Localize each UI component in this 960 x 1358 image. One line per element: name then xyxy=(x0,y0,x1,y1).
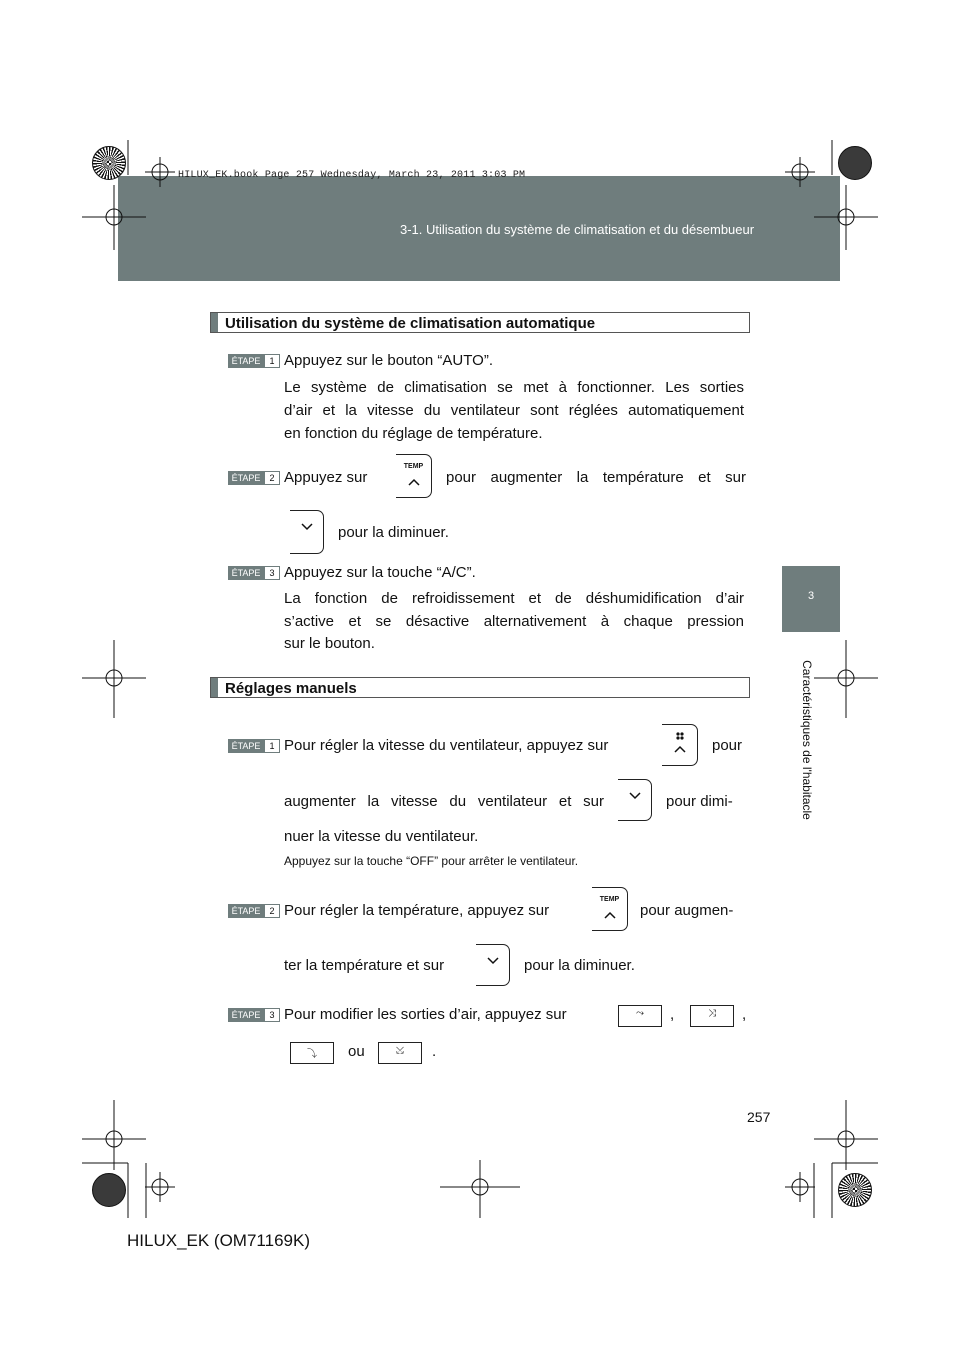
punctuation: , xyxy=(742,1006,747,1023)
chevron-down-icon xyxy=(301,523,313,531)
mode-feet-button[interactable] xyxy=(290,1042,334,1064)
step-para-line: La fonction de refroidissement et de déshumidification d’air xyxy=(284,590,744,607)
step-text: Pour modifier les sorties d’air, appuyez sur xyxy=(284,1006,567,1023)
step-text: pour xyxy=(712,737,743,754)
chevron-down-icon xyxy=(629,792,641,800)
mode-face-button[interactable] xyxy=(618,1005,662,1027)
step-text: pour augmenter la température et sur xyxy=(446,469,746,486)
step-text: Appuyez sur le bouton “AUTO”. xyxy=(284,352,493,369)
temp-up-button[interactable]: TEMP xyxy=(396,454,432,498)
chapter-number: 3 xyxy=(807,590,815,602)
step-text: pour la diminuer. xyxy=(338,524,449,541)
temp-down-button[interactable] xyxy=(290,510,324,554)
step-badge: ÉTAPE 1 xyxy=(228,739,280,753)
step-badge: ÉTAPE 2 xyxy=(228,471,280,485)
step-para-line: s’active et se désactive alternativement à chaque pression xyxy=(284,613,744,630)
chapter-label: Caractéristiques de l'habitacle xyxy=(800,660,814,820)
fan-down-button[interactable] xyxy=(618,779,652,821)
air-bilevel-icon: ⤨ xyxy=(708,1008,716,1019)
step-para-line: en fonction du réglage de température. xyxy=(284,425,543,442)
step-text: nuer la vitesse du ventilateur. xyxy=(284,828,479,845)
step-text: ter la température et sur xyxy=(284,957,445,974)
step-badge: ÉTAPE 3 xyxy=(228,1008,280,1022)
step-badge: ÉTAPE 3 xyxy=(228,566,280,580)
punctuation: . xyxy=(432,1043,437,1060)
chevron-up-icon xyxy=(408,478,420,486)
section-heading-manual: Réglages manuels xyxy=(210,677,750,698)
step-text: pour augmen- xyxy=(640,902,734,919)
air-face-icon: ⤳ xyxy=(636,1008,644,1019)
section-heading-auto: Utilisation du système de climatisation automatique xyxy=(210,312,750,333)
book-info: HILUX_EK.book Page 257 Wednesday, March 23, 2011 3:03 PM xyxy=(178,170,526,181)
temp-up-button[interactable]: TEMP xyxy=(592,887,628,931)
step-text: augmenter la vitesse du ventilateur et sur xyxy=(284,793,604,810)
step-text: pour la diminuer. xyxy=(524,957,635,974)
chevron-up-icon xyxy=(604,911,616,919)
step-para-line: d’air et la vitesse du ventilateur sont réglées automatiquement xyxy=(284,402,744,419)
chevron-down-icon xyxy=(487,957,499,965)
step-note: Appuyez sur la touche “OFF” pour arrêter le ventilateur. xyxy=(284,854,579,868)
step-text: pour dimi- xyxy=(666,793,733,810)
section-title: 3-1. Utilisation du système de climatisation et du désembueur xyxy=(400,222,755,237)
fan-icon xyxy=(675,732,685,740)
air-feet-icon: ⤵ xyxy=(307,1049,317,1060)
step-text: Pour régler la température, appuyez sur xyxy=(284,902,550,919)
model-code: HILUX_EK (OM71169K) xyxy=(127,1231,310,1250)
fan-up-button[interactable] xyxy=(662,724,698,766)
step-text: Pour régler la vitesse du ventilateur, appuyez sur xyxy=(284,737,609,754)
mode-bilevel-button[interactable] xyxy=(690,1005,734,1027)
step-para-line: Le système de climatisation se met à fonctionner. Les sorties xyxy=(284,379,744,396)
step-text: Appuyez sur xyxy=(284,469,368,486)
step-para-line: sur le bouton. xyxy=(284,635,375,652)
step-text: Appuyez sur la touche “A/C”. xyxy=(284,564,476,581)
step-text: ou xyxy=(348,1043,365,1060)
step-badge: ÉTAPE 2 xyxy=(228,904,280,918)
mode-feet-defrost-button[interactable] xyxy=(378,1042,422,1064)
temp-down-button[interactable] xyxy=(476,944,510,986)
page-number: 257 xyxy=(747,1109,771,1125)
chevron-up-icon xyxy=(674,745,686,753)
punctuation: , xyxy=(670,1006,675,1023)
air-feet-defrost-icon: ⤩ xyxy=(396,1045,404,1056)
step-badge: ÉTAPE 1 xyxy=(228,354,280,368)
